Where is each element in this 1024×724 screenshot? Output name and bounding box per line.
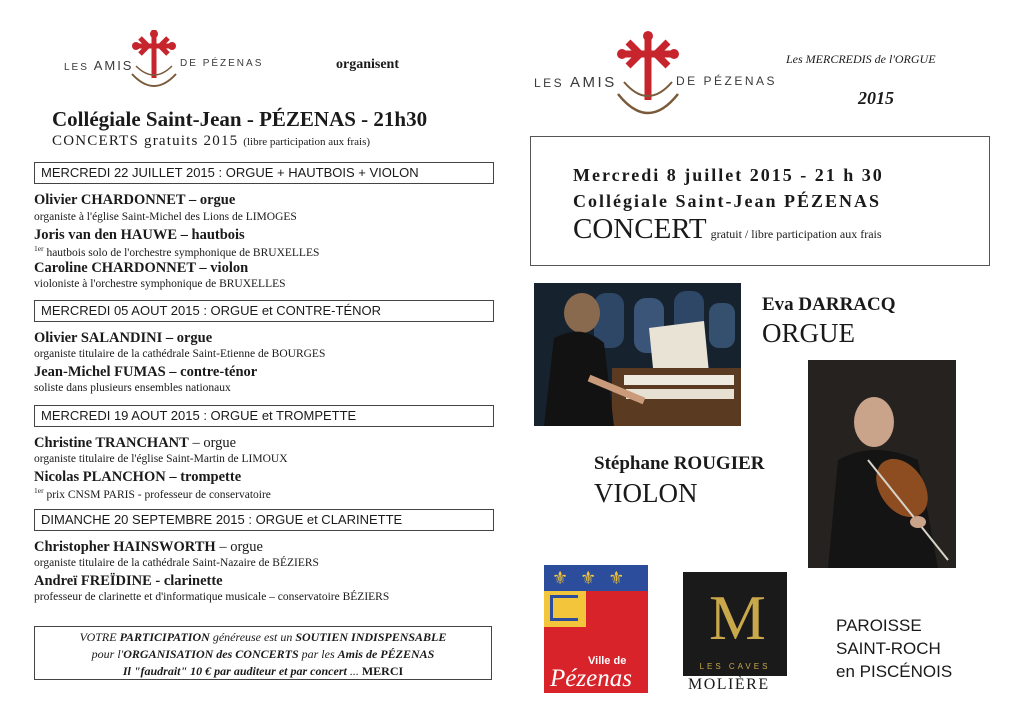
note-text: pour l' xyxy=(91,647,124,661)
logo-les: LES xyxy=(64,62,89,73)
pezenas-wordmark: Pézenas xyxy=(550,665,632,692)
note-text: VOTRE xyxy=(79,630,120,644)
organisent-label: organisent xyxy=(336,57,399,72)
performer-desc: organiste à l'église Saint-Michel des Lions de LIMOGES xyxy=(34,211,297,223)
concert-line xyxy=(573,213,882,246)
fleur-de-lis-icon: ⚜⚜⚜ xyxy=(552,568,637,588)
performer-name: Caroline CHARDONNET – violon xyxy=(34,260,249,276)
superscript: 1er xyxy=(34,244,44,253)
performer-1-instrument: ORGUE xyxy=(762,318,855,348)
violinist-photo xyxy=(808,360,956,568)
amis-de-pezenas-logo-left xyxy=(56,28,264,98)
ville-de-pezenas-logo xyxy=(544,565,648,693)
performer-desc: organiste titulaire de l'église Saint-Martin de LIMOUX xyxy=(34,453,288,465)
instrument-text: – orgue xyxy=(188,435,237,451)
performer-desc: soliste dans plusieurs ensembles nationaux xyxy=(34,382,231,394)
concert-header-3: MERCREDI 19 AOUT 2015 : ORGUE et TROMPETTE xyxy=(34,405,494,427)
moliere-label: MOLIÈRE xyxy=(688,676,770,693)
performer-desc: professeur de clarinette et d'informatique musicale – conservatoire BÉZIERS xyxy=(34,591,390,603)
performer-desc: organiste titulaire de la cathédrale Saint-Etienne de BOURGES xyxy=(34,348,326,360)
performer-2-instrument: VIOLON xyxy=(594,478,698,508)
logo-de: DE xyxy=(676,74,698,88)
name-text: Christopher HAINSWORTH xyxy=(34,539,216,555)
caves-moliere-logo xyxy=(683,572,787,676)
paroisse-block xyxy=(836,614,952,683)
instrument-text: – orgue xyxy=(215,539,263,555)
note-text: par les xyxy=(298,647,338,661)
note-text: SOUTIEN INDISPENSABLE xyxy=(295,630,447,644)
year-label: 2015 xyxy=(858,88,894,108)
concerts-label: CONCERTS gratuits 2015 xyxy=(52,133,239,149)
paroisse-line: en PISCÉNOIS xyxy=(836,662,953,681)
note-text: ORGANISATION des CONCERTS xyxy=(123,647,299,661)
ville-de-label: Ville de xyxy=(588,655,627,667)
logo-les: LES xyxy=(534,76,565,90)
logo-pezenas: PÉZENAS xyxy=(703,74,778,88)
performer-desc xyxy=(34,244,319,259)
organist-photo xyxy=(534,283,741,426)
paroisse-line: SAINT-ROCH xyxy=(836,639,941,658)
logo-de: DE xyxy=(180,58,198,69)
performer-name: Jean-Michel FUMAS – contre-ténor xyxy=(34,364,258,380)
concert-header-4: DIMANCHE 20 SEPTEMBRE 2015 : ORGUE et CLARINETTE xyxy=(34,509,494,531)
logo-amis: AMIS xyxy=(93,58,134,73)
performer-2-name: Stéphane ROUGIER xyxy=(594,453,765,474)
paroisse-line: PAROISSE xyxy=(836,616,922,635)
desc-text: prix CNSM PARIS - professeur de conservatoire xyxy=(43,488,271,501)
performer-name: Joris van den HAUWE – hautbois xyxy=(34,227,245,243)
logo-amis: AMIS xyxy=(570,74,617,91)
concert-info-box xyxy=(530,136,990,266)
note-text: Amis de PÉZENAS xyxy=(337,647,435,661)
cross-emblem-icon xyxy=(126,28,182,92)
performer-name: Andreï FREÏDINE - clarinette xyxy=(34,573,223,589)
instrument-text: – trompette xyxy=(165,469,242,485)
cross-emblem-icon xyxy=(610,28,686,126)
caves-label: LES CAVES xyxy=(699,662,771,671)
note-text: ... xyxy=(346,664,362,678)
performer-desc: violoniste à l'orchestre symphonique de BRUXELLES xyxy=(34,278,286,290)
organist-illustration xyxy=(534,283,741,426)
name-text: Nicolas PLANCHON xyxy=(34,469,166,485)
concert-label: CONCERT xyxy=(573,213,707,245)
performer-name xyxy=(34,435,236,452)
performer-name xyxy=(34,539,263,556)
superscript: 1er xyxy=(34,486,44,495)
logo-pezenas: PÉZENAS xyxy=(202,58,264,69)
concert-header-2: MERCREDI 05 AOUT 2015 : ORGUE et CONTRE-TÉNOR xyxy=(34,300,494,322)
desc-text: hautbois solo de l'orchestre symphonique de BRUXELLES xyxy=(43,246,320,259)
violinist-illustration xyxy=(808,360,956,568)
note-text: MERCI xyxy=(361,664,404,678)
performer-name xyxy=(34,469,241,486)
note-text: PARTICIPATION xyxy=(119,630,210,644)
note-text: généreuse est un xyxy=(209,630,296,644)
performer-desc xyxy=(34,486,271,501)
performer-desc: organiste titulaire de la cathédrale Saint-Nazaire de BÉZIERS xyxy=(34,557,319,569)
note-text: Il "faudrait" 10 € par auditeur et par concert xyxy=(122,664,347,678)
concerts-line xyxy=(52,133,370,150)
logo-e-mark xyxy=(550,595,578,621)
concert-date: Mercredi 8 juillet 2015 - 21 h 30 xyxy=(573,165,884,185)
m-monogram-icon: M xyxy=(709,582,766,653)
participation-note xyxy=(34,626,492,680)
concert-venue: Collégiale Saint-Jean PÉZENAS xyxy=(573,191,882,211)
performer-1-name: Eva DARRACQ xyxy=(762,294,896,315)
amis-de-pezenas-logo-right xyxy=(532,28,778,128)
venue-title: Collégiale Saint-Jean - PÉZENAS - 21h30 xyxy=(52,107,428,131)
concert-note: gratuit / libre participation aux frais xyxy=(710,227,882,241)
series-title: Les MERCREDIS de l'ORGUE xyxy=(786,52,936,66)
performer-name: Olivier CHARDONNET – orgue xyxy=(34,192,236,208)
name-text: Christine TRANCHANT xyxy=(34,435,189,451)
performer-name: Olivier SALANDINI – orgue xyxy=(34,330,213,346)
concerts-note: (libre participation aux frais) xyxy=(243,136,371,148)
concert-header-1: MERCREDI 22 JUILLET 2015 : ORGUE + HAUTBOIS + VIOLON xyxy=(34,162,494,184)
